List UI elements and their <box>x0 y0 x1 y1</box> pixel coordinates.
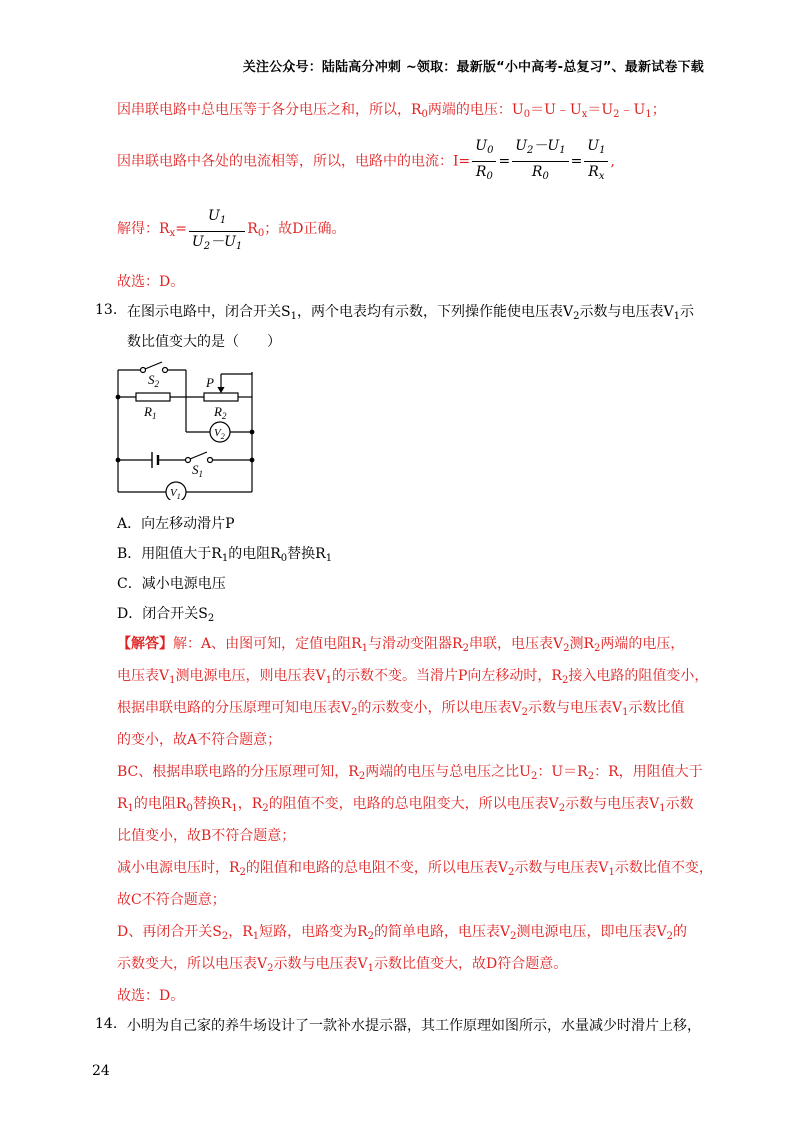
q13-answer: 故选：D。 <box>117 988 185 1004</box>
solution-line-4: 的变小，故A不符合题意； <box>117 732 282 748</box>
solution-line-2: 电压表$V_1$测电源电压，则电压表$V_1$的示数不变。当滑片P向左移动时，$R_2$接入电路的阻值变小， <box>117 668 709 686</box>
solution-line-6: $R_1$的电阻$R_0$替换$R_1$，$R_2$的阻值不变，电路的总电阻变大，所以电压表$V_2$示数与电压表$V_1$示数 <box>117 796 694 814</box>
label-r1: $R_1$ <box>144 404 157 421</box>
q13-option-d: D．闭合开关$S_2$ <box>117 606 215 624</box>
solution-line-3: 根据串联电路的分压原理可知电压表$V_2$的示数变小，所以电压表$V_2$示数与电压表$V_1$示数比值 <box>117 700 685 718</box>
solution-line-10: D、再闭合开关$S_2$，$R_1$短路，电路变为$R_2$的简单电路，电压表$V_2$测电源电压，即电压表$V_2$的 <box>117 924 688 942</box>
prev-line-3: 解得：$R_x=$ $\frac{U_1}{U_2-U_1}$ $R_0$；故D正确。 <box>117 208 346 252</box>
solution-line-9: 故C不符合题意； <box>117 892 226 908</box>
solution-line-5: BC、根据串联电路的分压原理可知，$R_2$两端的电压与总电压之比$U_2$：$U=R_2$：R，用阻值大于 <box>117 764 703 782</box>
q14-stem-line-1: 小明为自己家的养牛场设计了一款补水提示器，其工作原理如图所示，水量减少时滑片上移， <box>127 1018 701 1034</box>
q14-number: 14. <box>95 1016 118 1032</box>
solution-line-11: 示数变大，所以电压表$V_2$示数与电压表$V_1$示数比值变大，故D符合题意。 <box>117 956 568 974</box>
solution-line-7: 比值变小，故B不符合题意； <box>117 828 296 844</box>
page-header: 关注公众号：陆陆高分冲刺 ~领取：最新版“小中高考-总复习”、最新试卷下载 <box>242 60 704 75</box>
q13-option-b: B．用阻值大于$R_1$的电阻$R_0$替换$R_1$ <box>117 546 333 564</box>
q13-number: 13. <box>95 302 118 318</box>
prev-line-2: 因串联电路中各处的电流相等，所以，电路中的电流：I= $\frac{U_0}{R_0}$ = $\frac{U_2-U_1}{R_0}$ = $\frac{U_1}{R_x}$ , <box>117 138 615 182</box>
q13-stem-line-1: 在图示电路中，闭合开关$S_1$，两个电表均有示数，下列操作能使电压表$V_2$示数与电压表$V_1$示 <box>127 304 694 322</box>
page-number: 24 <box>92 1063 110 1079</box>
label-s1: $S_1$ <box>192 462 203 479</box>
q13-option-a: A．向左移动滑片P <box>117 516 235 532</box>
solution-line-8: 减小电源电压时，$R_2$的阻值和电路的总电阻不变，所以电压表$V_2$示数与电压表$V_1$示数比值不变， <box>117 860 713 878</box>
prev-answer: 故选：D。 <box>117 274 185 290</box>
prev-line-1: 因串联电路中总电压等于各分电压之和，所以，$R_0$两端的电压：$U_0=U﹣U_x=U_2﹣U_1$； <box>117 102 666 120</box>
label-s2: $S_2$ <box>148 372 159 389</box>
solution-line-1: 【解答】解：A、由图可知，定值电阻$R_1$与滑动变阻器$R_2$串联，电压表$V_2$测$R_2$两端的电压， <box>117 636 685 654</box>
label-v1: $V_1$ <box>170 487 181 500</box>
label-v2: $V_2$ <box>214 427 225 441</box>
circuit-diagram <box>106 360 266 500</box>
q13-stem-line-2: 数比值变大的是（ ） <box>127 334 281 350</box>
q13-option-c: C．减小电源电压 <box>117 576 226 592</box>
label-r2: $R_2$ <box>214 404 227 421</box>
label-p: P <box>206 375 214 390</box>
